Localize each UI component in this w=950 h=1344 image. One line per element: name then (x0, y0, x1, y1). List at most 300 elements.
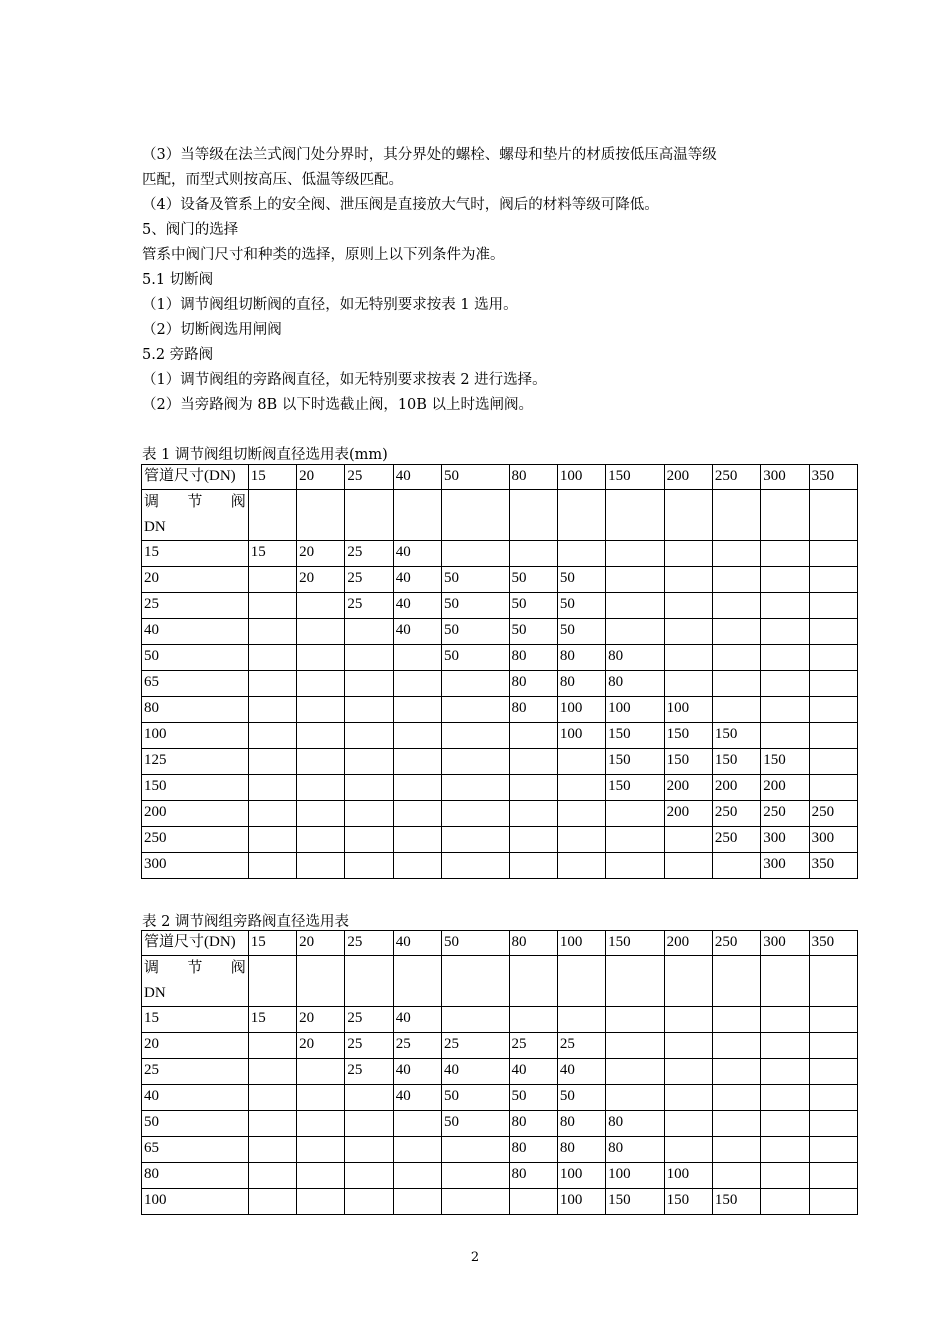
table-cell: 25 (345, 1033, 393, 1059)
table-cell (712, 1111, 760, 1137)
column-header: 250 (712, 465, 760, 490)
table-cell (248, 1137, 296, 1163)
table-cell: 40 (393, 567, 441, 593)
table-cell (712, 1163, 760, 1189)
table-cell (712, 697, 760, 723)
table-cell (761, 593, 809, 619)
table-cell (761, 619, 809, 645)
table-cell (712, 645, 760, 671)
table-cell: 150 (606, 749, 664, 775)
table-cell: 50 (442, 567, 509, 593)
column-header: 20 (297, 931, 345, 956)
table-cell (297, 853, 345, 879)
table-cell (664, 593, 712, 619)
table-cell: 150 (606, 775, 664, 801)
column-header: 100 (557, 931, 605, 956)
table-cell (761, 697, 809, 723)
table-cell (393, 827, 441, 853)
table-row (142, 567, 858, 593)
table-cell (345, 749, 393, 775)
column-header: 200 (664, 931, 712, 956)
table-cell: 150 (664, 723, 712, 749)
table-cell (606, 1033, 664, 1059)
table-cell (809, 490, 857, 541)
table-cell (297, 619, 345, 645)
row-label: 100 (142, 723, 249, 749)
table-cell: 150 (712, 723, 760, 749)
table-cell (393, 749, 441, 775)
column-header: 40 (393, 465, 441, 490)
table-cell: 200 (664, 775, 712, 801)
table-cell (248, 853, 296, 879)
paragraph: （1）调节阀组的旁路阀直径，如无特别要求按表 2 进行选择。 (142, 372, 547, 388)
table-cell (606, 567, 664, 593)
subsection-heading: 5.2 旁路阀 (142, 347, 214, 363)
table2-caption: 表 2 调节阀组旁路阀直径选用表 (142, 914, 349, 930)
table-cell: 150 (664, 1189, 712, 1215)
table-cell (606, 490, 664, 541)
table-cell (297, 1163, 345, 1189)
row-header-char: 节 (187, 960, 203, 976)
table-cell (606, 1085, 664, 1111)
table-cell (297, 749, 345, 775)
table-cell (248, 827, 296, 853)
table-cell: 50 (509, 593, 557, 619)
table-cell (664, 1007, 712, 1033)
paragraph: （4）设备及管系上的安全阀、泄压阀是直接放大气时，阀后的材料等级可降低。 (142, 197, 659, 213)
table-cell (712, 593, 760, 619)
table-cell: 150 (606, 723, 664, 749)
table-cell (393, 723, 441, 749)
table-cell: 50 (509, 567, 557, 593)
table-cell (712, 853, 760, 879)
table-cell (509, 541, 557, 567)
table-cell (761, 1007, 809, 1033)
table-cell: 50 (557, 1085, 605, 1111)
table-cell (509, 775, 557, 801)
table-cell (345, 1163, 393, 1189)
table-row (142, 671, 858, 697)
row-label: 80 (142, 1163, 249, 1189)
table-cell: 40 (393, 1085, 441, 1111)
table-cell (557, 853, 605, 879)
table-cell: 100 (557, 1163, 605, 1189)
table-cell (761, 645, 809, 671)
table-cell (393, 1163, 441, 1189)
table-cell (393, 671, 441, 697)
table-cell: 100 (664, 697, 712, 723)
table-cell (664, 956, 712, 1007)
table-cell (761, 1033, 809, 1059)
table-cell (664, 827, 712, 853)
table-cell (393, 697, 441, 723)
column-header: 80 (509, 465, 557, 490)
paragraph: 匹配，而型式则按高压、低温等级匹配。 (142, 172, 403, 188)
table-cell (809, 956, 857, 1007)
table-cell (345, 956, 393, 1007)
table-cell (442, 775, 509, 801)
row-label: 20 (142, 567, 249, 593)
table-cell: 80 (557, 1137, 605, 1163)
corner-header: 管道尺寸(DN) (142, 465, 249, 490)
table-cell (297, 697, 345, 723)
table-cell (712, 1007, 760, 1033)
row-label: 15 (142, 541, 249, 567)
table-cell: 40 (393, 593, 441, 619)
table-cell (442, 671, 509, 697)
paragraph: （3）当等级在法兰式阀门处分界时，其分界处的螺栓、螺母和垫片的材质按低压高温等级 (142, 147, 717, 163)
table-cell: 40 (393, 1007, 441, 1033)
table-cell (606, 956, 664, 1007)
table-cell (345, 1189, 393, 1215)
table-cell (248, 775, 296, 801)
table-cell: 250 (809, 801, 857, 827)
table-cell (393, 645, 441, 671)
table-cell (248, 1189, 296, 1215)
table-cell (442, 749, 509, 775)
table-cell (664, 619, 712, 645)
table-cell: 20 (297, 1007, 345, 1033)
table-cell (509, 827, 557, 853)
table-cell (664, 853, 712, 879)
table-cell (712, 1059, 760, 1085)
table-cell (393, 956, 441, 1007)
table-cell (248, 490, 296, 541)
table-cell (761, 1189, 809, 1215)
table-cell (345, 1137, 393, 1163)
table-cell (557, 827, 605, 853)
table-cell (297, 775, 345, 801)
row-label: 65 (142, 671, 249, 697)
table-cell (557, 956, 605, 1007)
column-header: 250 (712, 931, 760, 956)
table-cell (248, 697, 296, 723)
table-row (142, 1085, 858, 1111)
table-cell (809, 1059, 857, 1085)
table-cell (442, 827, 509, 853)
table-cell (345, 723, 393, 749)
table-cell (664, 1059, 712, 1085)
table-cell (809, 541, 857, 567)
table-cell: 50 (442, 1111, 509, 1137)
paragraph: （1）调节阀组切断阀的直径，如无特别要求按表 1 选用。 (142, 297, 518, 313)
row-header-char: 节 (187, 494, 203, 510)
table-header-row (142, 931, 858, 956)
table-cell (761, 1163, 809, 1189)
table-cell: 250 (712, 827, 760, 853)
table-cell (761, 671, 809, 697)
table-cell (664, 490, 712, 541)
table-cell (297, 827, 345, 853)
table-cell: 50 (509, 619, 557, 645)
table-cell (509, 1189, 557, 1215)
table-cell (606, 619, 664, 645)
table-cell (248, 723, 296, 749)
table-cell (606, 1007, 664, 1033)
table-cell: 300 (761, 827, 809, 853)
table-cell: 25 (345, 567, 393, 593)
table-row (142, 1059, 858, 1085)
table-cell (809, 1085, 857, 1111)
column-header: 300 (761, 931, 809, 956)
table-cell (297, 1059, 345, 1085)
table-cell: 40 (557, 1059, 605, 1085)
table-cell (248, 619, 296, 645)
table-cell (345, 645, 393, 671)
table-cell: 20 (297, 1033, 345, 1059)
table-cell (297, 1111, 345, 1137)
table-cell: 250 (761, 801, 809, 827)
table-cell (442, 853, 509, 879)
row-label: 125 (142, 749, 249, 775)
table-cell (509, 749, 557, 775)
table-cell (809, 671, 857, 697)
table-cell: 20 (297, 567, 345, 593)
table-cell: 150 (761, 749, 809, 775)
table-cell (393, 1137, 441, 1163)
table-cell (393, 801, 441, 827)
table-cell (393, 1111, 441, 1137)
table-row (142, 1111, 858, 1137)
column-header: 350 (809, 931, 857, 956)
table-cell: 50 (557, 619, 605, 645)
table-cell: 200 (761, 775, 809, 801)
table-cell: 40 (509, 1059, 557, 1085)
table-cell (664, 645, 712, 671)
table-cell: 25 (345, 1007, 393, 1033)
table-cell (442, 1007, 509, 1033)
table-cell (606, 593, 664, 619)
table-cell: 25 (393, 1033, 441, 1059)
table-cell (664, 1085, 712, 1111)
table1-caption: 表 1 调节阀组切断阀直径选用表(mm) (142, 447, 388, 463)
table-cell (809, 619, 857, 645)
table-cell (664, 1033, 712, 1059)
table-cell (248, 593, 296, 619)
table-cell (809, 593, 857, 619)
paragraph: （2）当旁路阀为 8B 以下时选截止阀，10B 以上时选闸阀。 (142, 397, 534, 413)
table-cell (557, 490, 605, 541)
row-header-unit: DN (144, 985, 166, 1001)
table-cell (761, 567, 809, 593)
table-cell: 100 (557, 697, 605, 723)
table-cell: 300 (761, 853, 809, 879)
table-cell: 150 (664, 749, 712, 775)
table-cell (809, 1163, 857, 1189)
table-cell: 80 (557, 645, 605, 671)
table1 (141, 464, 858, 879)
table-cell: 150 (712, 1189, 760, 1215)
row-header-label-row (142, 490, 858, 541)
table-row (142, 645, 858, 671)
table-cell (761, 1111, 809, 1137)
table-cell (442, 956, 509, 1007)
table-cell: 40 (393, 1059, 441, 1085)
table-cell (712, 619, 760, 645)
column-header: 300 (761, 465, 809, 490)
table-cell: 300 (809, 827, 857, 853)
table-cell (248, 567, 296, 593)
table-cell: 100 (606, 697, 664, 723)
table-cell: 80 (606, 1137, 664, 1163)
column-header: 200 (664, 465, 712, 490)
row-label: 50 (142, 1111, 249, 1137)
table-cell (761, 1137, 809, 1163)
table-row (142, 775, 858, 801)
table-row (142, 1007, 858, 1033)
table-cell (442, 490, 509, 541)
table-cell: 15 (248, 541, 296, 567)
table-row (142, 593, 858, 619)
table-cell (297, 1189, 345, 1215)
row-label: 80 (142, 697, 249, 723)
table-cell (606, 801, 664, 827)
page-number: 2 (470, 1250, 480, 1265)
table-cell: 40 (393, 541, 441, 567)
section-heading: 5、阀门的选择 (142, 222, 239, 238)
table-cell (297, 645, 345, 671)
row-label: 40 (142, 1085, 249, 1111)
table-cell (557, 1007, 605, 1033)
table-cell (442, 723, 509, 749)
table-cell (345, 1085, 393, 1111)
table-cell: 40 (393, 619, 441, 645)
table-cell (809, 1189, 857, 1215)
table-cell: 80 (557, 671, 605, 697)
table-cell (297, 490, 345, 541)
table-cell (664, 671, 712, 697)
column-header: 80 (509, 931, 557, 956)
table-cell (712, 1137, 760, 1163)
table-cell (712, 956, 760, 1007)
table-cell (297, 1137, 345, 1163)
table-cell (809, 697, 857, 723)
table-cell: 80 (509, 1137, 557, 1163)
row-label: 250 (142, 827, 249, 853)
table-cell (557, 749, 605, 775)
table-cell: 25 (345, 541, 393, 567)
table-cell: 250 (712, 801, 760, 827)
table-cell (345, 853, 393, 879)
table-cell (509, 853, 557, 879)
table-cell: 100 (557, 1189, 605, 1215)
table-cell (297, 801, 345, 827)
row-label: 50 (142, 645, 249, 671)
row-label: 40 (142, 619, 249, 645)
table-cell (393, 490, 441, 541)
table-cell (761, 490, 809, 541)
table-row (142, 697, 858, 723)
table-row (142, 723, 858, 749)
table-cell: 100 (557, 723, 605, 749)
row-label: 65 (142, 1137, 249, 1163)
table-cell: 80 (509, 671, 557, 697)
table-cell: 150 (712, 749, 760, 775)
table-cell: 50 (557, 593, 605, 619)
table-cell: 80 (557, 1111, 605, 1137)
table-cell (809, 723, 857, 749)
table-cell (248, 671, 296, 697)
row-label: 300 (142, 853, 249, 879)
table-cell (761, 541, 809, 567)
table-cell: 25 (345, 593, 393, 619)
table-cell (557, 801, 605, 827)
table-cell (297, 723, 345, 749)
row-header-char: 阀 (230, 494, 246, 510)
table-cell (393, 853, 441, 879)
table-cell (442, 541, 509, 567)
table-cell: 20 (297, 541, 345, 567)
table-cell: 50 (442, 645, 509, 671)
table-cell (509, 801, 557, 827)
row-label: 150 (142, 775, 249, 801)
paragraph: （2）切断阀选用闸阀 (142, 322, 282, 338)
table-cell (297, 593, 345, 619)
table-cell: 25 (345, 1059, 393, 1085)
table-cell (557, 541, 605, 567)
table-cell (509, 723, 557, 749)
row-label: 25 (142, 1059, 249, 1085)
table-cell (712, 671, 760, 697)
table-cell (606, 853, 664, 879)
table-cell: 150 (606, 1189, 664, 1215)
row-label: 15 (142, 1007, 249, 1033)
table-cell (712, 541, 760, 567)
table-cell: 350 (809, 853, 857, 879)
table-cell (345, 619, 393, 645)
table-header-row (142, 465, 858, 490)
table-cell: 40 (442, 1059, 509, 1085)
row-header-char: 调 (144, 960, 160, 976)
table-cell (345, 697, 393, 723)
table-cell (248, 1163, 296, 1189)
table-row (142, 1137, 858, 1163)
table-cell (606, 541, 664, 567)
table-cell (809, 775, 857, 801)
table-cell (345, 490, 393, 541)
table-row (142, 1189, 858, 1215)
table-cell (557, 775, 605, 801)
table-cell: 25 (509, 1033, 557, 1059)
table-cell (664, 541, 712, 567)
paragraph: 管系中阀门尺寸和种类的选择，原则上以下列条件为准。 (142, 247, 505, 263)
table-cell (442, 697, 509, 723)
table-cell (297, 671, 345, 697)
table2 (141, 930, 858, 1215)
table-cell: 100 (664, 1163, 712, 1189)
table-cell (345, 827, 393, 853)
table-cell (809, 645, 857, 671)
table-row (142, 749, 858, 775)
table-cell (248, 1033, 296, 1059)
table-cell: 80 (606, 671, 664, 697)
table-cell (606, 827, 664, 853)
table-cell: 25 (442, 1033, 509, 1059)
table-cell (809, 1137, 857, 1163)
table-cell: 200 (712, 775, 760, 801)
column-header: 25 (345, 465, 393, 490)
table-cell: 80 (509, 697, 557, 723)
table-cell (248, 645, 296, 671)
table-cell: 15 (248, 1007, 296, 1033)
table-cell (345, 801, 393, 827)
table-cell (393, 775, 441, 801)
table-cell (712, 1085, 760, 1111)
table-cell (712, 567, 760, 593)
column-header: 40 (393, 931, 441, 956)
table-cell: 80 (509, 1111, 557, 1137)
table-cell (345, 1111, 393, 1137)
